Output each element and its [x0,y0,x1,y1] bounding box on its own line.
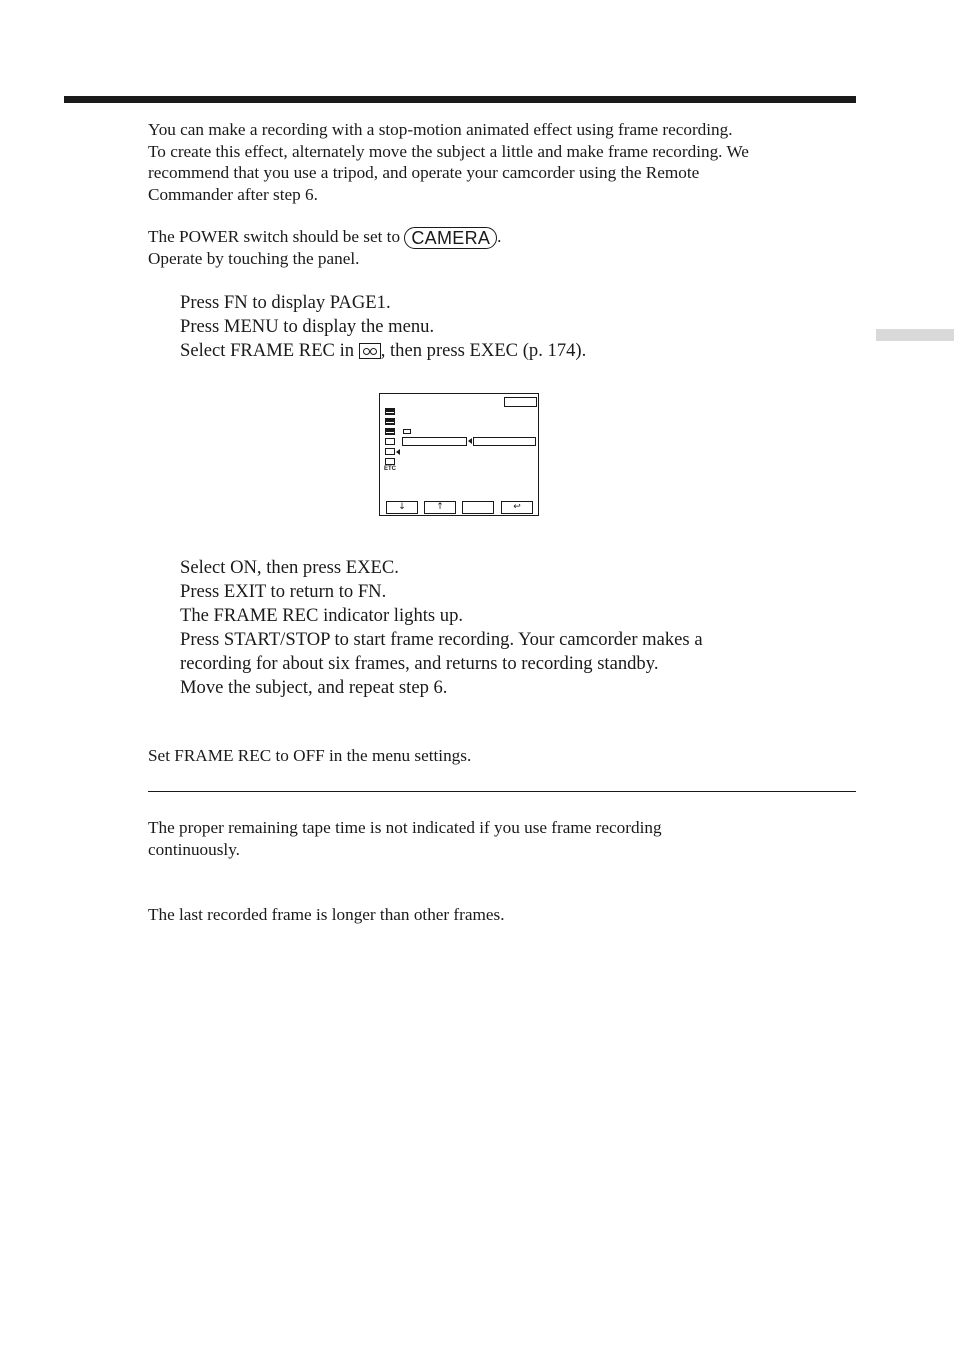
etc-menu-label: ETC [384,466,396,472]
tape-set-icon [385,448,395,455]
up-arrow-button: ↑ [424,501,456,514]
step-3 [180,339,820,363]
step-5: Press EXIT to return to FN. [180,581,387,602]
memory-set-icon [385,428,395,435]
section-tab [876,329,954,341]
step-6-line-1: Press START/STOP to start frame recording. Your camcorder makes a [180,629,703,650]
note-1-line-2: continuously. [148,839,240,859]
step-3-prefix: Select FRAME REC in [180,340,359,361]
frame-rec-item-box [402,437,467,446]
setup-menu-icon [385,458,395,465]
note-1-line-1: The proper remaining tape time is not indicated if you use frame recording [148,818,662,837]
notes-divider [148,791,856,792]
cancel-text: Set FRAME REC to OFF in the menu settings. [148,746,472,765]
power-line-2: Operate by touching the panel. [148,249,360,268]
menu-screen-illustration [379,393,539,516]
step-7: Move the subject, and repeat step 6. [180,677,448,698]
intro-line-4: Commander after step 6. [148,184,318,204]
power-line [148,226,848,249]
camera-set-icon [385,418,395,425]
screen-status-box [504,397,537,407]
lcd-set-icon [385,438,395,445]
step-2: Press MENU to display the menu. [180,316,435,337]
manual-set-icon [385,408,395,415]
exec-button [462,501,494,514]
step-6-line-2: recording for about six frames, and returns to recording standby. [180,653,659,674]
camera-mode-badge: CAMERA [404,227,497,249]
power-prefix: The POWER switch should be set to [148,227,405,246]
step-4: Select ON, then press EXEC. [180,557,399,578]
title-rule [64,96,856,103]
step-3-suffix: , then press EXEC (p. 174). [380,340,587,361]
intro-line-1: You can make a recording with a stop-motion animated effect using frame recording. [148,120,733,139]
power-suffix: . [497,227,502,246]
down-arrow-button: ↓ [386,501,418,514]
intro-line-2: To create this effect, alternately move the subject a little and make frame recording. We [148,141,749,161]
step-1: Press FN to display PAGE1. [180,292,391,313]
submenu-marker-icon [403,429,411,434]
return-button: ↩ [501,501,533,514]
selection-pointer-icon [396,449,400,455]
frame-rec-value-box [473,437,536,446]
tape-menu-icon [359,343,381,359]
value-pointer-icon [468,438,472,444]
step-5-note: The FRAME REC indicator lights up. [180,605,464,626]
intro-line-3: recommend that you use a tripod, and operate your camcorder using the Remote [148,163,700,182]
note-2: The last recorded frame is longer than other frames. [148,905,505,924]
